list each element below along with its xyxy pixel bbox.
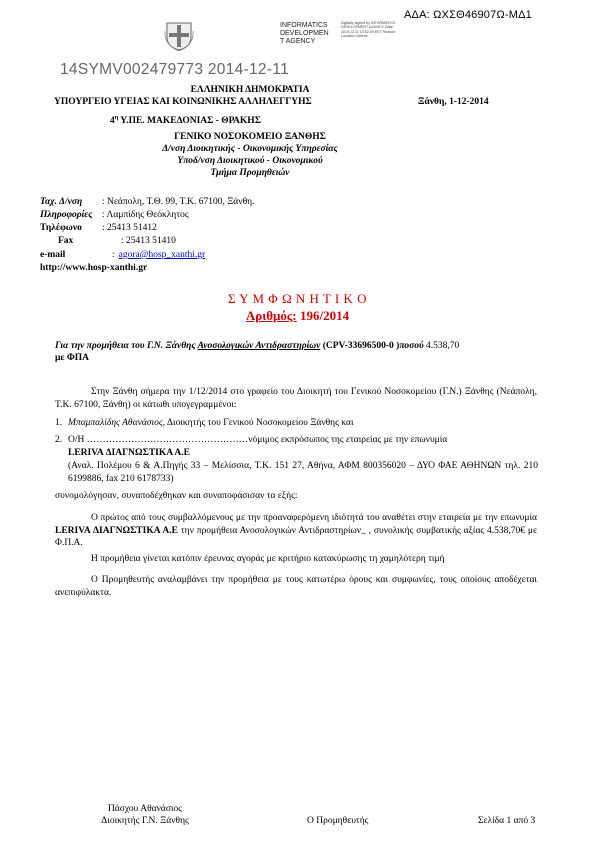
- subdivision-heading: Υποδ/νση Διοικητικού - Οικονομικού: [177, 156, 323, 166]
- info-value: : Λαμπίδης Θεόκλητος: [102, 210, 189, 220]
- signer-name: Πάσχου Αθανάσιος: [107, 804, 183, 814]
- subject-amount: 4.538,70: [426, 341, 460, 351]
- intro-paragraph: Στην Ξάνθη σήμερα την 1/12/2014 στο γραφείο του Διοικητή του Γενικού Νοσοκομείου (Γ.Ν.) Ξάνθης (Νεάπολη, Τ.Κ. 67100, Ξάνθη) οι κάτωθι υπογεγραμμένοι:: [55, 387, 537, 410]
- address-value: : Νεάπολη, Τ.Θ. 99, Τ.Κ. 67100, Ξάνθη.: [102, 197, 255, 207]
- document-number: [0, 308, 595, 324]
- info-label: Πληροφορίες: [40, 210, 93, 220]
- page-number: Σελίδα 1 από 3: [478, 816, 536, 826]
- hospital-heading: ΓΕΝΙΚΟ ΝΟΣΟΚΟΜΕΙΟ ΞΑΝΘΗΣ: [174, 132, 326, 142]
- number-label: Αριθμός:: [245, 308, 297, 323]
- ministry-heading: ΥΠΟΥΡΓΕΙΟ ΥΓΕΙΑΣ ΚΑΙ ΚΟΙΝΩΝΙΚΗΣ ΑΛΛΗΛΕΓΓΥΗΣ: [54, 97, 312, 107]
- greek-coat-of-arms-icon: [164, 21, 194, 51]
- subject-cpv: (CPV-33696500-0 ): [320, 341, 400, 351]
- phone-row: [40, 223, 157, 233]
- department-heading: Τμήμα Προμηθειών: [210, 168, 290, 178]
- address-row: [40, 197, 254, 207]
- signer-line: INFORMATICS: [280, 22, 328, 29]
- registry-stamp-id: 14SYMV002479773 2014-12-11: [60, 61, 289, 78]
- party-two: 2. Ο/Η ……………………………………………νόμιμος εκπρόσωπος της εταιρείας με την επωνυμία: [55, 435, 448, 445]
- health-region-heading: $4^\eta$ Υ.ΠΕ. ΜΑΚΕΔΟΝΙΑΣ - ΘΡΑΚΗΣ: [110, 115, 261, 127]
- number-value: 196/2014: [299, 308, 350, 323]
- email-colon: :: [112, 250, 115, 260]
- party-two-address: (Αναλ. Πολέμου 6 & Α.Πηγής 33 – Μελίσσια, Τ.Κ. 151 27, Αθήνα, ΑΦΜ 800356020 – ΔΥΟ ΦΑΕ ΑΘΗΝΩΝ τηλ. 210 6199886, fax 210 6178733): [68, 461, 538, 484]
- info-row: [40, 210, 189, 220]
- signer-line: DEVELOPMEN: [280, 30, 329, 37]
- party-one-name: Μπαμπαλίδης Αθανάσιος: [68, 418, 163, 428]
- supplier-paragraph: Ο Προμηθευτής αναλαμβάνει την προμήθεια με τους κατωτέρω όρους και συμφωνίες, τους οποίους αποδέχεται ανεπιφύλακτα.: [55, 575, 537, 598]
- assignment-company: LERIVA ΔΙΑΓΝΩΣΤΙΚΑ Α.Ε: [55, 525, 178, 536]
- agreement-line: συνομολόγησαν, συναποδέχθηκαν και συναποφάσισαν τα εξής:: [55, 491, 298, 501]
- phone-value: : 25413 51412: [102, 223, 157, 233]
- party-two-company: LERIVA ΔΙΑΓΝΩΣΤΙΚΑ Α.Ε: [68, 448, 190, 458]
- digital-signature-details: Digitally signed by INFORMATICS DEVELOPMENT AGENCY Date: 2014.12.11 13:52:05 EET Reason: Location: Athens: [341, 21, 397, 39]
- digital-signer-block: [280, 22, 340, 46]
- phone-label: Τηλέφωνο: [40, 223, 82, 233]
- party-one: 1. Μπαμπαλίδης Αθανάσιος, Διοικητής του Γενικού Νοσοκομείου Ξάνθης και: [55, 418, 354, 428]
- country-heading: ΕΛΛΗΝΙΚΗ ΔΗΜΟΚΡΑΤΙΑ: [190, 85, 310, 95]
- supplier-signature-label: Ο Προμηθευτής: [307, 816, 369, 826]
- address-label: Ταχ. Δ/νση: [40, 197, 83, 207]
- website-link[interactable]: http://www.hosp-xanthi.gr: [40, 263, 148, 273]
- ada-code: ΑΔΑ: ΩΧΣΘ46907Ω-ΜΔ1: [404, 9, 532, 21]
- document-title: Σ Υ Μ Φ Ω Ν Η Τ Ι Κ Ο: [227, 291, 368, 306]
- subject-vat: με ΦΠΑ: [55, 353, 89, 363]
- fax-value: : 25413 51410: [121, 236, 176, 246]
- assignment-paragraph: Ο πρώτος από τους συμβαλλόμενους με την προαναφερόμενη ιδιότητά του αναθέτει στην εταιρεία με την επωνυμία LERIVA ΔΙΑΓΝΩΣΤΙΚΑ Α.Ε την προμήθεια Ανοσολογικών Αντιδραστηρίων_ , συνολικής συμβατικής αξίας 4.538,70€ με Φ.Π.Α.: [55, 513, 537, 548]
- email-label: e-mail: [40, 250, 66, 260]
- email-link[interactable]: agora@hosp_xanthi.gr: [118, 250, 206, 260]
- market-survey-paragraph: Η προμήθεια γίνεται κατόπιν έρευνας αγοράς με κριτήριο κατακύρωσης τη χαμηλότερη τιμή: [91, 554, 445, 564]
- fax-label: Fax: [58, 236, 74, 246]
- subject-item: Ανοσολογικών Αντιδραστηρίων: [197, 341, 321, 351]
- division-heading: Δ/νση Διοικητικής - Οικονομικής Υπηρεσίας: [162, 144, 338, 154]
- party-two-line: Ο/Η ……………………………………………νόμιμος εκπρόσωπος της εταιρείας με την επωνυμία: [68, 435, 448, 445]
- fax-row: [58, 236, 176, 246]
- signer-line: T AGENCY: [280, 38, 316, 45]
- email-row: [40, 250, 205, 260]
- place-date: Ξάνθη, 1-12-2014: [418, 97, 489, 107]
- subject-line: Για την προμήθεια του Γ.Ν. Ξάνθης Ανοσολογικών Αντιδραστηρίων (CPV-33696500-0 )ποσού 4.538,70: [55, 341, 460, 351]
- signer-role: Διοικητής Γ.Ν. Ξάνθης: [101, 816, 189, 826]
